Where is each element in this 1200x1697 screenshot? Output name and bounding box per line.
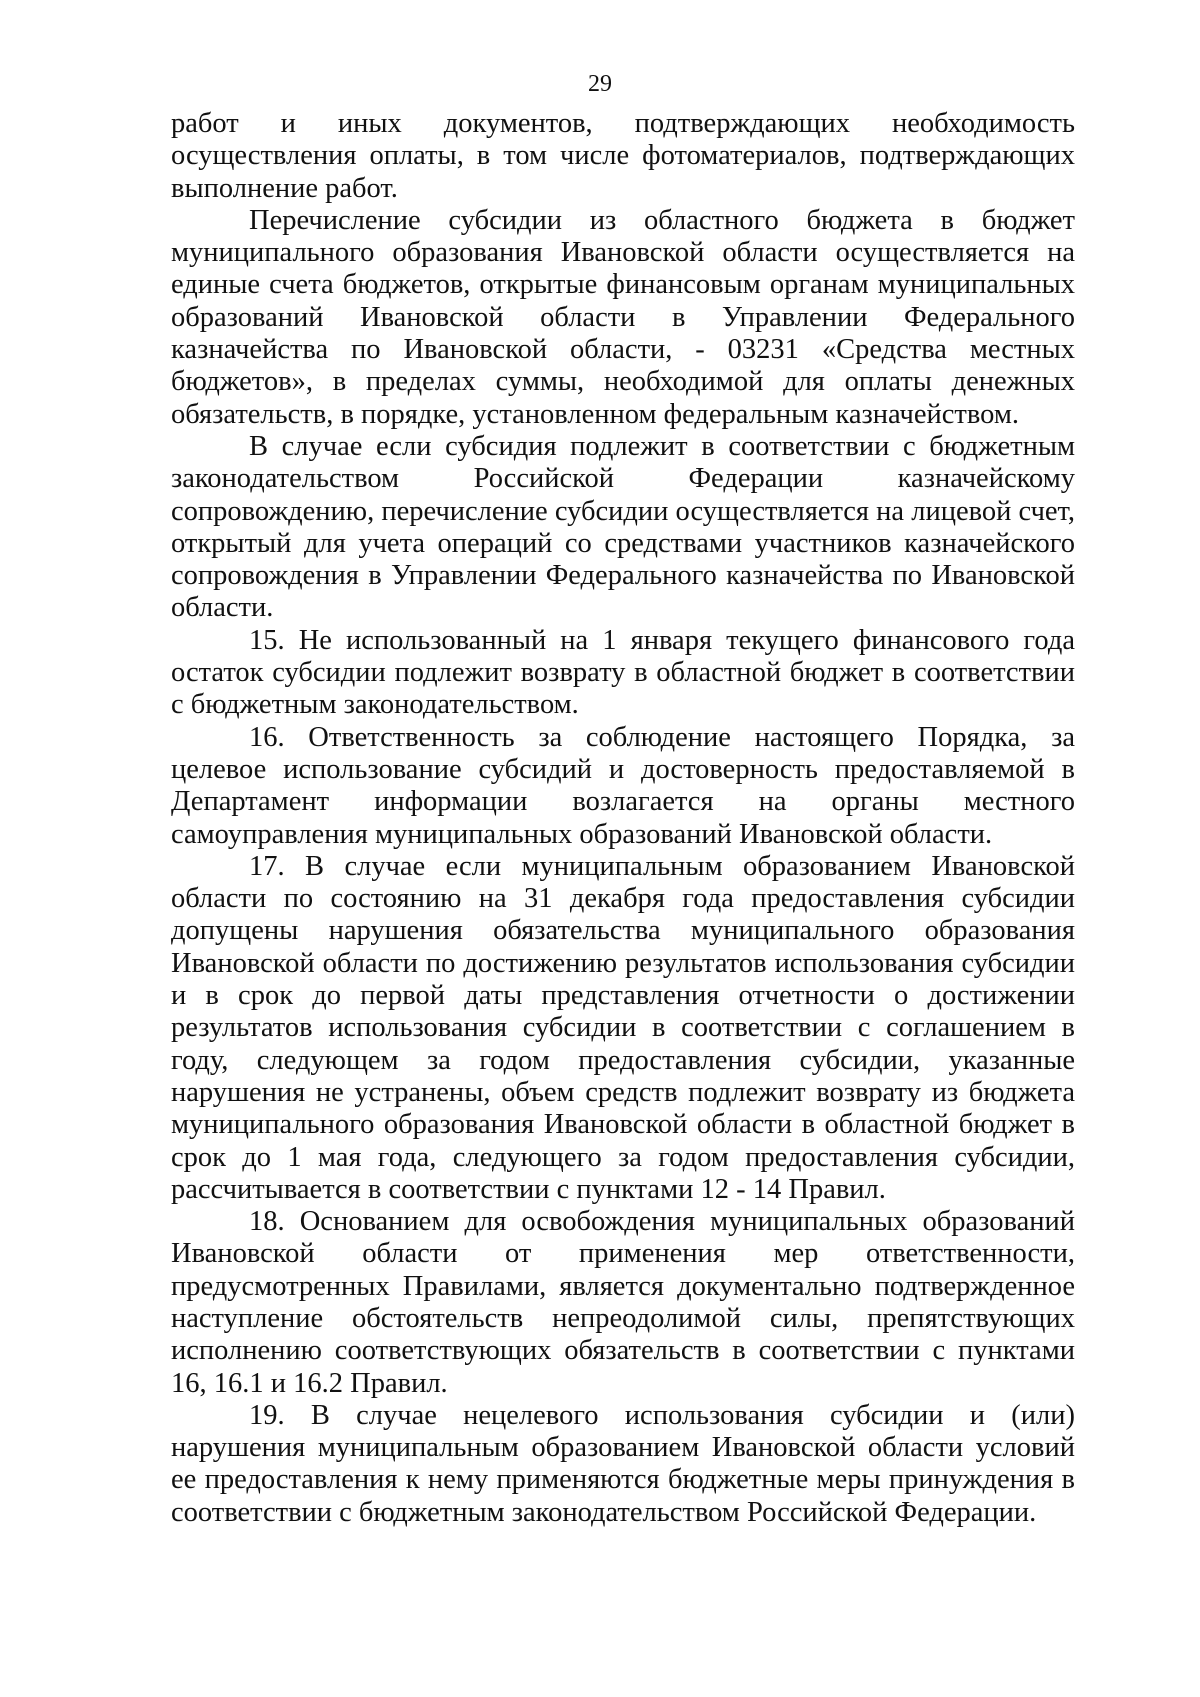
- page-number: 29: [588, 71, 612, 97]
- paragraph-item-16: 16. Ответственность за соблюдение настоящего Порядка, за целевое использование субсидий и достоверность предоставляемой в Департамент информации возлагается на органы местного самоуправления муниципальных образований Ивановской области.: [171, 721, 1075, 850]
- paragraph-item-15: 15. Не использованный на 1 января текущего финансового года остаток субсидии подлежит возврату в областной бюджет в соответствии с бюджетным законодательством.: [171, 624, 1075, 721]
- paragraph-subsidy-transfer: Перечисление субсидии из областного бюджета в бюджет муниципального образования Ивановской области осуществляется на единые счета бюджетов, открытые финансовым органам муниципальных образований Ивановской области в Управлении Федерального казначейства по Ивановской области, - 03231 «Средства местных бюджетов», в пределах суммы, необходимой для оплаты денежных обязательств, в порядке, установленном федеральным казначейством.: [171, 204, 1075, 430]
- paragraph-item-19: 19. В случае нецелевого использования субсидии и (или) нарушения муниципальным образованием Ивановской области условий ее предоставления к нему применяются бюджетные меры принуждения в соответствии с бюджетным законодательством Российской Федерации.: [171, 1399, 1075, 1528]
- paragraph-item-18: 18. Основанием для освобождения муниципальных образований Ивановской области от применения мер ответственности, предусмотренных Правилами, является документально подтвержденное наступление обстоятельств непреодолимой силы, препятствующих исполнению соответствующих обязательств в соответствии с пунктами 16, 16.1 и 16.2 Правил.: [171, 1206, 1075, 1399]
- paragraph-continuation: работ и иных документов, подтверждающих необходимость осуществления оплаты, в том числе фотоматериалов, подтверждающих выполнение работ.: [171, 108, 1075, 204]
- paragraph-item-17: 17. В случае если муниципальным образованием Ивановской области по состоянию на 31 декабря года предоставления субсидии допущены нарушения обязательства муниципального образования Ивановской области по достижению результатов использования субсидии и в срок до первой даты представления отчетности о достижении результатов использования субсидии в соответствии с соглашением в году, следующем за годом предоставления субсидии, указанные нарушения не устранены, объем средств подлежит возврату из бюджета муниципального образования Ивановской области в областной бюджет в срок до 1 мая года, следующего за годом предоставления субсидии, рассчитывается в соответствии с пунктами 12 - 14 Правил.: [171, 850, 1075, 1205]
- paragraph-treasury-support: В случае если субсидия подлежит в соответствии с бюджетным законодательством Российской Федерации казначейскому сопровождению, перечисление субсидии осуществляется на лицевой счет, открытый для учета операций со средствами участников казначейского сопровождения в Управлении Федерального казначейства по Ивановской области.: [171, 430, 1075, 624]
- document-body: [171, 108, 1075, 1529]
